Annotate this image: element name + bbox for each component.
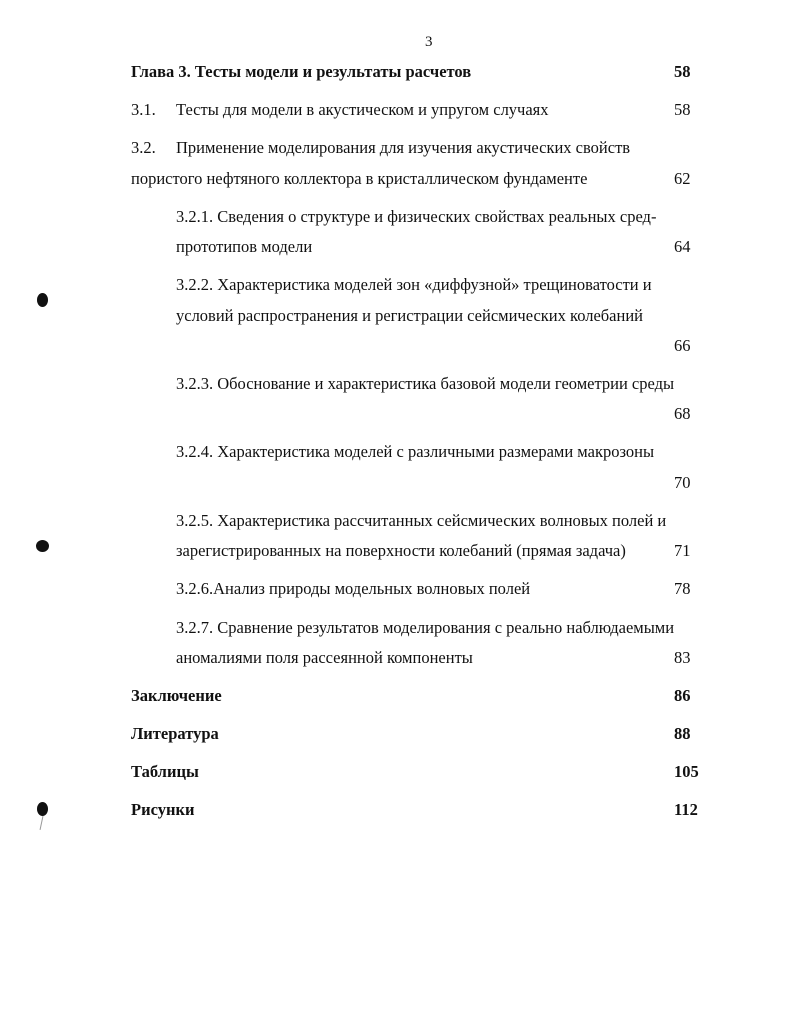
toc-3-2-1-page: 64 bbox=[674, 237, 691, 256]
toc-3-2-5-line2: зарегистрированных на поверхности колебаний (прямая задача) bbox=[176, 541, 626, 560]
toc-3-1-number: 3.1. bbox=[131, 100, 156, 119]
toc-3-2-6-page: 78 bbox=[674, 579, 691, 598]
toc-figures-page: 112 bbox=[674, 800, 698, 819]
toc-3-2-2-line2: условий распространения и регистрации сейсмических колебаний bbox=[176, 306, 643, 325]
toc-3-2-3-page: 68 bbox=[674, 404, 691, 423]
page-number-text: 3 bbox=[425, 34, 433, 50]
toc-3-1-page: 58 bbox=[674, 100, 691, 119]
toc-literature-title[interactable]: Литература bbox=[131, 724, 219, 743]
hole-punch-mark bbox=[36, 540, 49, 552]
toc-3-2-5-page: 71 bbox=[674, 541, 691, 560]
toc-3-2-2-line1[interactable]: 3.2.2. Характеристика моделей зон «диффузной» трещиноватости и bbox=[176, 275, 652, 294]
toc-chapter-3-title[interactable]: Глава 3. Тесты модели и результаты расчетов bbox=[131, 62, 472, 81]
toc-3-2-1-line1[interactable]: 3.2.1. Сведения о структуре и физических свойствах реальных сред- bbox=[176, 207, 657, 226]
toc-3-2-6-line1[interactable]: 3.2.6.Анализ природы модельных волновых полей bbox=[176, 579, 531, 598]
hole-punch-mark bbox=[37, 293, 48, 307]
toc-conclusion-title[interactable]: Заключение bbox=[131, 686, 222, 705]
toc-3-2-7-line2: аномалиями поля рассеянной компоненты bbox=[176, 648, 473, 667]
toc-tables-page: 105 bbox=[674, 762, 699, 781]
toc-3-2-5-line1[interactable]: 3.2.5. Характеристика рассчитанных сейсмических волновых полей и bbox=[176, 511, 667, 530]
toc-3-2-7-line1[interactable]: 3.2.7. Сравнение результатов моделирования с реально наблюдаемыми bbox=[176, 618, 675, 637]
toc-conclusion-page: 86 bbox=[674, 686, 691, 705]
toc-3-2-number: 3.2. bbox=[131, 138, 156, 157]
toc-3-2-3-line1[interactable]: 3.2.3. Обоснование и характеристика базовой модели геометрии среды bbox=[176, 374, 675, 393]
toc-3-2-2-page: 66 bbox=[674, 336, 691, 355]
toc-3-2-page: 62 bbox=[674, 169, 691, 188]
toc-3-1-entry[interactable] bbox=[131, 100, 549, 120]
toc-3-1-text: Тесты для модели в акустическом и упругом случаях bbox=[176, 100, 549, 119]
toc-tables-title[interactable]: Таблицы bbox=[131, 762, 199, 781]
hole-punch-mark bbox=[37, 802, 48, 816]
toc-3-2-line1: Применение моделирования для изучения акустических свойств bbox=[176, 138, 631, 157]
toc-figures-title[interactable]: Рисунки bbox=[131, 800, 195, 819]
toc-chapter-3-page: 58 bbox=[674, 62, 691, 81]
toc-literature-page: 88 bbox=[674, 724, 691, 743]
toc-3-2-1-line2: прототипов модели bbox=[176, 237, 313, 256]
toc-3-2-4-page: 70 bbox=[674, 473, 691, 492]
scan-scratch bbox=[40, 816, 44, 830]
toc-3-2-7-page: 83 bbox=[674, 648, 691, 667]
toc-3-2-line2: пористого нефтяного коллектора в кристаллическом фундаменте bbox=[131, 169, 588, 188]
toc-3-2-4-line1[interactable]: 3.2.4. Характеристика моделей с различными размерами макрозоны bbox=[176, 442, 655, 461]
toc-3-2-entry[interactable] bbox=[131, 138, 630, 158]
